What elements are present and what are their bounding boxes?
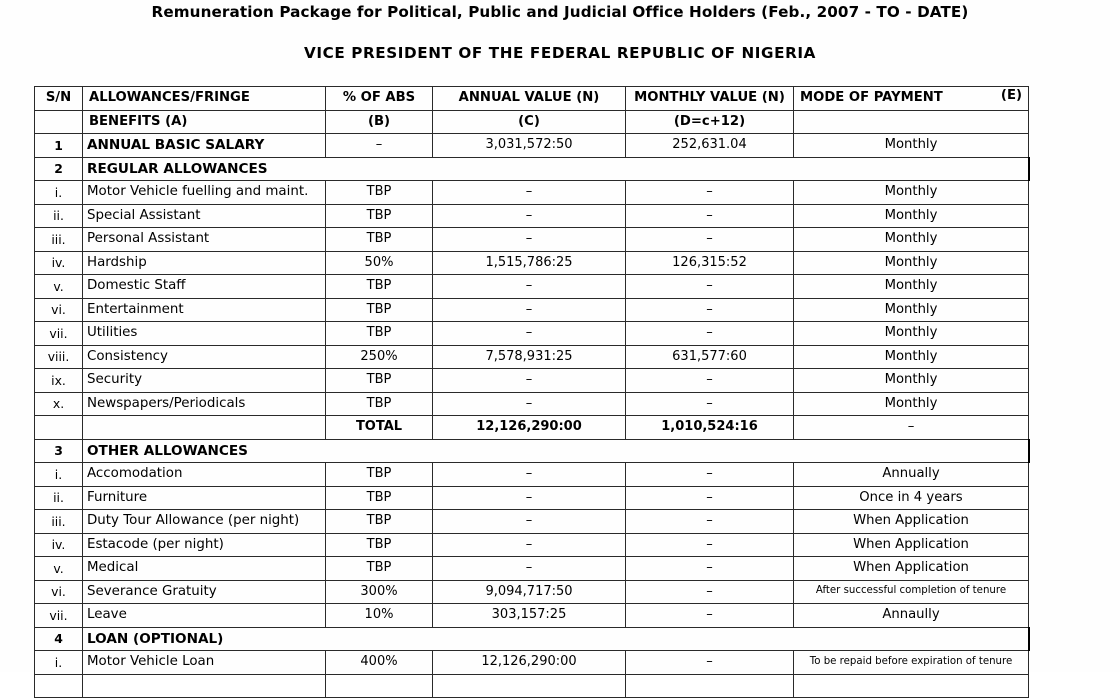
row-abs: TBP: [326, 181, 433, 205]
row-monthly: 252,631.04: [626, 134, 794, 158]
row-sn: v.: [35, 557, 83, 581]
row-abs: –: [326, 134, 433, 158]
row-mode: When Application: [794, 510, 1029, 534]
row-mode: When Application: [794, 557, 1029, 581]
row-annual: 12,126,290:00: [433, 651, 626, 675]
row-sn: ix.: [35, 369, 83, 393]
row-monthly: –: [626, 298, 794, 322]
row-name: Motor Vehicle Loan: [83, 651, 326, 675]
row-sn: 2: [35, 157, 83, 181]
row-sn: vi.: [35, 580, 83, 604]
row-name: Severance Gratuity: [83, 580, 326, 604]
blank-name: [83, 674, 326, 698]
table-row: [35, 298, 1029, 322]
row-sn: x.: [35, 392, 83, 416]
row-mode: When Application: [794, 533, 1029, 557]
row-name: Estacode (per night): [83, 533, 326, 557]
table-row: [35, 533, 1029, 557]
row-annual: –: [433, 557, 626, 581]
row-abs: TBP: [326, 275, 433, 299]
row-sn: 3: [35, 439, 83, 463]
row-annual: 3,031,572:50: [433, 134, 626, 158]
row-abs: TBP: [326, 298, 433, 322]
remuneration-table-wrapper: [34, 86, 1028, 698]
row-sn: v.: [35, 275, 83, 299]
row-annual: –: [433, 204, 626, 228]
total-name: [83, 416, 326, 440]
header-monthly-line2: (D=c+12): [626, 110, 794, 134]
row-abs: 400%: [326, 651, 433, 675]
row-monthly: –: [626, 392, 794, 416]
row-annual: –: [433, 322, 626, 346]
table-section-row: [35, 157, 1029, 181]
row-name: Utilities: [83, 322, 326, 346]
row-abs: 250%: [326, 345, 433, 369]
table-row: [35, 486, 1029, 510]
row-annual: –: [433, 228, 626, 252]
row-name: Domestic Staff: [83, 275, 326, 299]
row-annual: 9,094,717:50: [433, 580, 626, 604]
row-abs: TBP: [326, 228, 433, 252]
row-name: LOAN (OPTIONAL): [83, 627, 1029, 651]
row-sn: iii.: [35, 228, 83, 252]
table-section-row: [35, 439, 1029, 463]
table-row: [35, 557, 1029, 581]
row-abs: TBP: [326, 392, 433, 416]
row-abs: 300%: [326, 580, 433, 604]
row-mode: Monthly: [794, 369, 1029, 393]
blank-sn: [35, 674, 83, 698]
row-monthly: –: [626, 604, 794, 628]
remuneration-table: [34, 86, 1030, 698]
row-sn: ii.: [35, 204, 83, 228]
table-row: [35, 369, 1029, 393]
row-mode: Monthly: [794, 322, 1029, 346]
row-monthly: –: [626, 486, 794, 510]
row-mode: Once in 4 years: [794, 486, 1029, 510]
row-monthly: –: [626, 228, 794, 252]
table-row: [35, 322, 1029, 346]
row-mode: Monthly: [794, 134, 1029, 158]
header-annual-line2: (C): [433, 110, 626, 134]
row-name: Consistency: [83, 345, 326, 369]
row-monthly: –: [626, 322, 794, 346]
row-monthly: –: [626, 275, 794, 299]
row-annual: –: [433, 392, 626, 416]
blank-monthly: [626, 674, 794, 698]
row-annual: –: [433, 463, 626, 487]
header-monthly-line1: MONTHLY VALUE (N): [626, 87, 794, 111]
row-mode: Monthly: [794, 251, 1029, 275]
row-sn: i.: [35, 181, 83, 205]
row-monthly: –: [626, 533, 794, 557]
table-row: [35, 604, 1029, 628]
row-name: Hardship: [83, 251, 326, 275]
row-abs: 50%: [326, 251, 433, 275]
row-mode: To be repaid before expiration of tenure: [794, 651, 1029, 675]
row-mode: Monthly: [794, 392, 1029, 416]
table-row: [35, 510, 1029, 534]
table-row: [35, 251, 1029, 275]
row-annual: –: [433, 486, 626, 510]
header-abs-line1: % OF ABS: [326, 87, 433, 111]
row-sn: vii.: [35, 604, 83, 628]
row-name: Accomodation: [83, 463, 326, 487]
row-mode: Monthly: [794, 228, 1029, 252]
row-monthly: –: [626, 181, 794, 205]
header-mode-letter: (E): [1000, 88, 1022, 103]
row-abs: TBP: [326, 486, 433, 510]
row-sn: i.: [35, 463, 83, 487]
row-sn: ii.: [35, 486, 83, 510]
row-name: Furniture: [83, 486, 326, 510]
table-row: [35, 463, 1029, 487]
total-sn: [35, 416, 83, 440]
row-name: Leave: [83, 604, 326, 628]
total-mode: –: [794, 416, 1029, 440]
header-sn-blank: [35, 110, 83, 134]
total-annual: 12,126,290:00: [433, 416, 626, 440]
row-sn: iv.: [35, 533, 83, 557]
row-sn: iv.: [35, 251, 83, 275]
row-name: Special Assistant: [83, 204, 326, 228]
row-name: Personal Assistant: [83, 228, 326, 252]
table-row: [35, 275, 1029, 299]
row-mode: Monthly: [794, 345, 1029, 369]
row-monthly: –: [626, 510, 794, 534]
blank-mode: [794, 674, 1029, 698]
blank-annual: [433, 674, 626, 698]
row-monthly: –: [626, 463, 794, 487]
total-monthly: 1,010,524:16: [626, 416, 794, 440]
document-title: Remuneration Package for Political, Public and Judicial Office Holders (Feb., 2007 - TO - DATE): [151, 3, 969, 21]
blank-abs: [326, 674, 433, 698]
header-sn: S/N: [35, 87, 83, 111]
header-mode-line1: MODE OF PAYMENT: [800, 90, 943, 106]
row-monthly: –: [626, 369, 794, 393]
row-mode: Monthly: [794, 275, 1029, 299]
row-name: ANNUAL BASIC SALARY: [83, 134, 326, 158]
row-name: Entertainment: [83, 298, 326, 322]
row-monthly: 126,315:52: [626, 251, 794, 275]
row-mode: Monthly: [794, 181, 1029, 205]
row-annual: 7,578,931:25: [433, 345, 626, 369]
row-sn: 4: [35, 627, 83, 651]
header-mode-cell: [794, 87, 1029, 111]
row-annual: –: [433, 298, 626, 322]
row-name: Medical: [83, 557, 326, 581]
row-annual: –: [433, 510, 626, 534]
row-monthly: –: [626, 557, 794, 581]
header-allowances-line2: BENEFITS (A): [83, 110, 326, 134]
row-mode: Annually: [794, 463, 1029, 487]
row-sn: i.: [35, 651, 83, 675]
row-name: Duty Tour Allowance (per night): [83, 510, 326, 534]
row-name: OTHER ALLOWANCES: [83, 439, 1029, 463]
row-sn: vii.: [35, 322, 83, 346]
row-name: Motor Vehicle fuelling and maint.: [83, 181, 326, 205]
table-row: [35, 228, 1029, 252]
row-abs: TBP: [326, 557, 433, 581]
row-abs: TBP: [326, 510, 433, 534]
row-monthly: –: [626, 651, 794, 675]
row-sn: viii.: [35, 345, 83, 369]
table-row: [35, 651, 1029, 675]
row-annual: 1,515,786:25: [433, 251, 626, 275]
document-subtitle: VICE PRESIDENT OF THE FEDERAL REPUBLIC OF NIGERIA: [304, 44, 816, 62]
row-mode: Monthly: [794, 204, 1029, 228]
row-annual: –: [433, 533, 626, 557]
row-sn: 1: [35, 134, 83, 158]
row-annual: –: [433, 181, 626, 205]
row-name: REGULAR ALLOWANCES: [83, 157, 1029, 181]
row-abs: TBP: [326, 204, 433, 228]
table-row: [35, 204, 1029, 228]
row-annual: –: [433, 369, 626, 393]
row-abs: TBP: [326, 322, 433, 346]
row-monthly: 631,577:60: [626, 345, 794, 369]
table-row: [35, 134, 1029, 158]
row-annual: 303,157:25: [433, 604, 626, 628]
row-sn: vi.: [35, 298, 83, 322]
table-blank-row: [35, 674, 1029, 698]
row-name: Newspapers/Periodicals: [83, 392, 326, 416]
table-section-row: [35, 627, 1029, 651]
row-mode: Annaully: [794, 604, 1029, 628]
table-total-row: [35, 416, 1029, 440]
table-header-row-1: [35, 87, 1029, 111]
table-row: [35, 392, 1029, 416]
row-sn: iii.: [35, 510, 83, 534]
table-header-row-2: [35, 110, 1029, 134]
row-monthly: –: [626, 204, 794, 228]
row-abs: TBP: [326, 533, 433, 557]
row-annual: –: [433, 275, 626, 299]
header-allowances-line1: ALLOWANCES/FRINGE: [83, 87, 326, 111]
row-abs: TBP: [326, 463, 433, 487]
table-row: [35, 345, 1029, 369]
header-mode-line2: [794, 110, 1029, 134]
row-abs: 10%: [326, 604, 433, 628]
table-row: [35, 580, 1029, 604]
row-mode: After successful completion of tenure: [794, 580, 1029, 604]
row-mode: Monthly: [794, 298, 1029, 322]
total-label: TOTAL: [326, 416, 433, 440]
row-name: Security: [83, 369, 326, 393]
header-abs-line2: (B): [326, 110, 433, 134]
row-monthly: –: [626, 580, 794, 604]
row-abs: TBP: [326, 369, 433, 393]
header-annual-line1: ANNUAL VALUE (N): [433, 87, 626, 111]
table-row: [35, 181, 1029, 205]
